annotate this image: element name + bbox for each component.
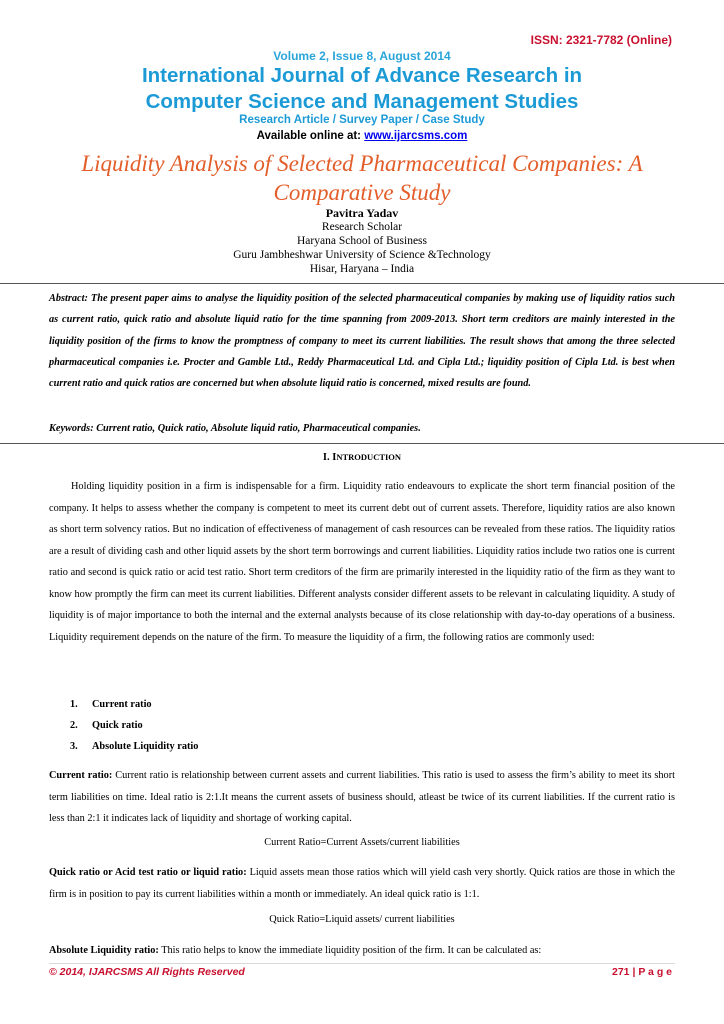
abstract-top-divider: [0, 283, 724, 284]
abstract: Abstract: The present paper aims to analyse the liquidity position of the selected pharmaceutical companies by making use of liquidity ratios such as current ratio, quick ratio and absolute liquid ratio for the time spanning from 2009-2013. Short term creditors are mainly interested in the liquidity position of the firms to know the promptness of company to meet its current liabilities. The result shows that among the three selected pharmaceutical companies i.e. Procter and Gamble Ltd., Reddy Pharmaceutical Ltd. and Cipla Ltd.; liquidity position of Cipla Ltd. is best when current ratio and quick ratios are concerned but when absolute liquid ratio is concerned, mixed results are found.: [49, 293, 675, 390]
paper-title-line-2: Comparative Study: [273, 180, 451, 205]
list-item-label: Absolute Liquidity ratio: [92, 740, 199, 752]
section-heading: [0, 452, 724, 463]
journal-name-line-2: Computer Science and Management Studies: [145, 90, 579, 113]
article-type: Research Article / Survey Paper / Case Study: [239, 114, 485, 126]
abstract-bottom-divider: [0, 443, 724, 444]
paper-title: [0, 149, 724, 207]
author-position: Research Scholar: [321, 221, 403, 233]
issn: ISSN: 2321-7782 (Online): [530, 33, 672, 47]
current-ratio-term: Current ratio:: [49, 770, 113, 781]
author-name: Pavitra Yadav: [325, 206, 399, 220]
journal-name: [0, 63, 724, 115]
section-number: I.: [322, 452, 333, 463]
list-item-label: Current ratio: [92, 699, 152, 710]
list-item: [70, 695, 198, 716]
page-separator: |: [632, 966, 636, 978]
section-title-rest: NTRODUCTION: [336, 452, 402, 462]
author-location: Hisar, Haryana – India: [309, 263, 415, 275]
author-school: Haryana School of Business: [297, 235, 427, 247]
list-item-number: 2.: [70, 719, 78, 731]
section-title-initial: I: [332, 452, 337, 463]
footer-divider: [49, 963, 675, 964]
paper-title-line-1: Liquidity Analysis of Selected Pharmaceutical Companies: A: [81, 151, 643, 176]
quick-ratio-text: Liquid assets mean those ratios which will yield cash very shortly. Quick ratios are those in which the firm is in position to pay its current liabilities within a month or immediately. An ideal quick ratio is 1:1.: [49, 867, 675, 900]
list-item-number: 1.: [70, 699, 78, 710]
page-number-value: 271: [612, 966, 630, 978]
volume-issue: Volume 2, Issue 8, August 2014: [273, 49, 451, 63]
author-university: Guru Jambheshwar University of Science &Technology: [233, 249, 491, 261]
absolute-ratio-term: Absolute Liquidity ratio:: [49, 945, 159, 956]
list-item-number: 3.: [70, 740, 78, 752]
absolute-ratio-text: This ratio helps to know the immediate liquidity position of the firm. It can be calculated as:: [158, 945, 542, 956]
copyright: © 2014, IJARCSMS All Rights Reserved: [49, 966, 245, 978]
journal-name-line-1: International Journal of Advance Research in: [141, 64, 583, 87]
list-item: [70, 716, 198, 737]
availability: [0, 130, 724, 142]
quick-ratio-term: Quick ratio or Acid test ratio or liquid ratio:: [49, 867, 247, 878]
absolute-ratio-paragraph: [49, 940, 675, 962]
list-item-label: Quick ratio: [92, 719, 143, 731]
journal-website-link[interactable]: www.ijarcsms.com: [364, 130, 468, 142]
list-item: [70, 737, 198, 758]
current-ratio-formula: Current Ratio=Current Assets/current liabilities: [264, 837, 460, 848]
keywords: Keywords: Current ratio, Quick ratio, Absolute liquid ratio, Pharmaceutical companies.: [49, 423, 421, 434]
current-ratio-paragraph: [49, 765, 675, 830]
page-word: P a g e: [638, 966, 672, 978]
quick-ratio-formula: Quick Ratio=Liquid assets/ current liabilities: [269, 914, 455, 925]
page-number: [612, 966, 672, 978]
availability-label: Available online at:: [256, 130, 365, 142]
quick-ratio-paragraph: [49, 862, 675, 905]
current-ratio-text: Current ratio is relationship between current assets and current liabilities. This ratio is used to assess the firm’s ability to meet its short term liabilities on time. Ideal ratio is 2:1.It means the current assets of business should, atleast be twice of its current liabilities. If the current ratio is less than 2:1 it indicates lack of liquidity and shortage of working capital.: [49, 770, 675, 824]
ratio-list: [70, 695, 198, 757]
intro-paragraph: Holding liquidity position in a firm is indispensable for a firm. Liquidity ratio endeavours to explicate the short term financial position of the company. It helps to assess whether the company is competent to meet its current debt out of current assets. Therefore, liquidity ratios are also known as short term solvency ratios. But no indication of effectiveness of management of cash resources can be revealed from these ratios. The liquidity ratios are a result of dividing cash and other liquid assets by the short term borrowings and current liabilities. Liquidity ratios include two ratios one is current ratio and second is quick ratio or acid test ratio. Short term creditors of the firm are primarily interested in the liquidity ratio of the firm as they want to know how promptly the firm can meet its current liabilities. Different analysts consider different assets to be relevant in calculating liquidity. A study of liquidity is of major importance to both the internal and the external analysts because of its close relationship with day-to-day operations of a business. Liquidity requirement depends on the nature of the firm. To measure the liquidity of a firm, the following ratios are commonly used:: [49, 481, 675, 643]
